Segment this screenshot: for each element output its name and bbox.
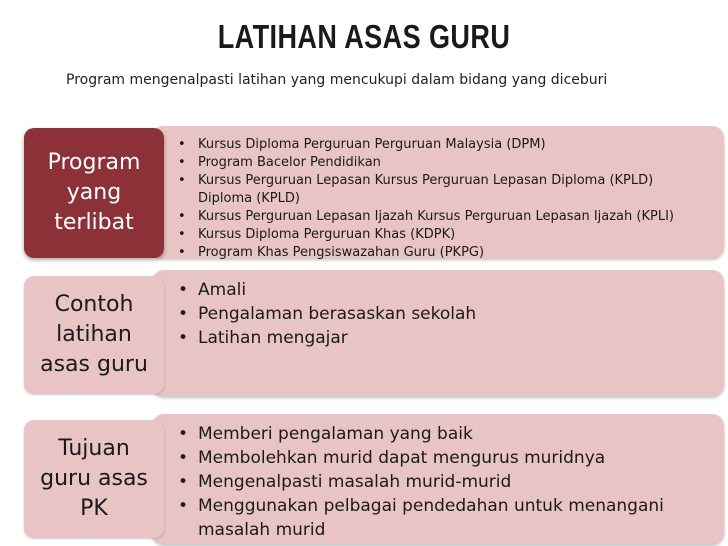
section-program-yang-terlibat [0, 126, 728, 264]
page-title: LATIHAN ASAS GURU [217, 18, 511, 55]
bullet-list [176, 422, 706, 542]
list-item: • Amali [176, 278, 706, 302]
section-label-box [24, 128, 164, 258]
section-label-box [24, 420, 164, 538]
section-label: Program yang terlibat [47, 150, 141, 235]
list-item: • Kursus Diploma Perguruan Khas (KDPK) [176, 226, 706, 244]
section-tujuan-guru [0, 414, 728, 546]
list-item: • Membolehkan murid dapat mengurus muridnya [176, 446, 706, 470]
list-item: • Program Khas Pengsiswazahan Guru (PKPG) [176, 244, 706, 262]
section-contoh-latihan [0, 270, 728, 400]
list-item: • Mengenalpasti masalah murid-murid [176, 470, 706, 494]
section-label: Contoh latihan asas guru [40, 292, 148, 377]
list-item: • Program Bacelor Pendidikan [176, 154, 706, 172]
bullet-list [176, 278, 706, 350]
bullet-list [176, 136, 706, 262]
list-item: • Latihan mengajar [176, 326, 706, 350]
list-item: • Kursus Perguruan Lepasan Ijazah Kursus Perguruan Lepasan Ijazah (KPLI) [176, 208, 706, 226]
section-label-box [24, 276, 164, 394]
list-item: • Kursus Diploma Perguruan Perguruan Malaysia (DPM) [176, 136, 706, 154]
list-item: • Pengalaman berasaskan sekolah [176, 302, 706, 326]
page-subtitle: Program mengenalpasti latihan yang mencukupi dalam bidang yang diceburi [66, 72, 608, 88]
list-item: • Menggunakan pelbagai pendedahan untuk menangani masalah murid [176, 494, 706, 542]
list-item: • Kursus Perguruan Lepasan Kursus Perguruan Lepasan Diploma (KPLD) Diploma (KPLD) [176, 172, 706, 208]
list-item: • Memberi pengalaman yang baik [176, 422, 706, 446]
section-label: Tujuan guru asas PK [40, 436, 148, 521]
